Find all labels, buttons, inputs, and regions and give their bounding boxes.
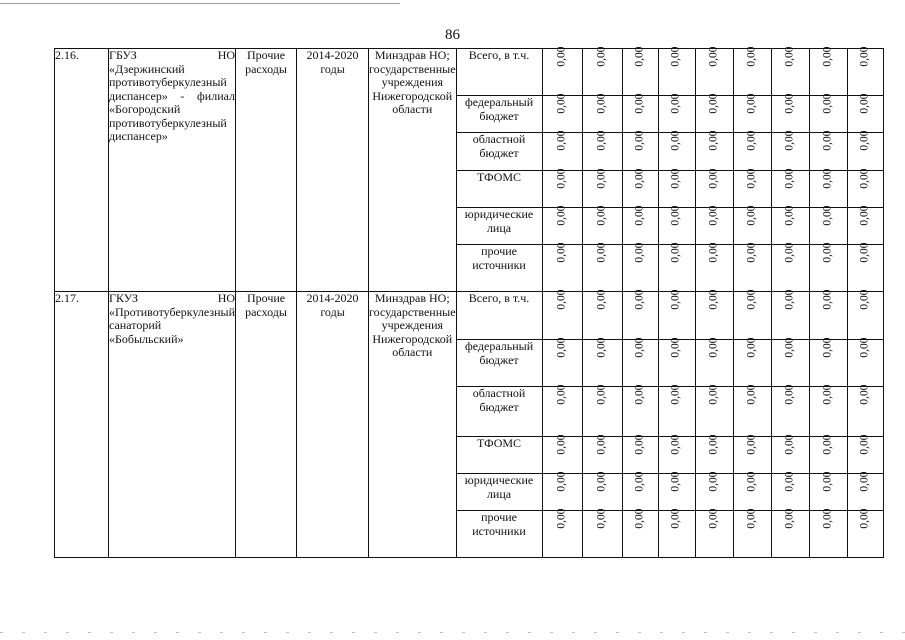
amount-cell [847, 168, 883, 208]
funding-source-label: областной бюджет [456, 387, 542, 437]
amount-cell [771, 508, 809, 558]
amount-cell [658, 205, 695, 245]
amount-value: 0,00 [595, 471, 608, 492]
amount-value: 0,00 [745, 384, 758, 405]
amount-cell [809, 130, 847, 171]
amount-cell [771, 242, 809, 292]
amount-value: 0,00 [783, 130, 796, 151]
funding-source-label: областной бюджет [456, 133, 542, 171]
amount-cell [542, 384, 582, 437]
amount-cell [542, 471, 582, 511]
amount-value: 0,00 [858, 434, 871, 455]
amount-value: 0,00 [858, 471, 871, 492]
amount-value: 0,00 [670, 434, 683, 455]
amount-cell [582, 384, 622, 437]
expense-type [236, 49, 297, 292]
amount-value: 0,00 [821, 337, 834, 358]
amount-value: 0,00 [595, 242, 608, 263]
amount-cell [771, 168, 809, 208]
amount-cell [622, 434, 658, 474]
amount-cell [582, 46, 622, 96]
amount-value: 0,00 [633, 242, 646, 263]
amount-value: 0,00 [821, 130, 834, 151]
amount-value: 0,00 [670, 337, 683, 358]
amount-value: 0,00 [858, 289, 871, 310]
years-period-text: 2014-2020 годы [306, 291, 359, 319]
amount-cell [658, 384, 695, 437]
amount-value: 0,00 [707, 384, 720, 405]
amount-value: 0,00 [858, 168, 871, 189]
amount-cell [622, 93, 658, 133]
amount-value: 0,00 [821, 434, 834, 455]
amount-value: 0,00 [707, 168, 720, 189]
amount-cell [695, 242, 733, 292]
amount-cell [582, 242, 622, 292]
amount-cell [658, 289, 695, 340]
funding-source-label: ТФОМС [456, 171, 542, 208]
expense-type-text: Прочие расходы [245, 48, 287, 76]
amount-value: 0,00 [783, 46, 796, 67]
amount-value: 0,00 [633, 168, 646, 189]
amount-value: 0,00 [633, 130, 646, 151]
amount-value: 0,00 [745, 289, 758, 310]
amount-cell [658, 337, 695, 387]
amount-cell [771, 289, 809, 340]
funding-source-label: Всего, в т.ч. [456, 292, 542, 340]
amount-value: 0,00 [595, 337, 608, 358]
amount-cell [771, 471, 809, 511]
amount-value: 0,00 [745, 508, 758, 529]
amount-value: 0,00 [707, 205, 720, 226]
amount-cell [695, 168, 733, 208]
amount-value: 0,00 [670, 168, 683, 189]
amount-cell [809, 508, 847, 558]
amount-value: 0,00 [783, 93, 796, 114]
amount-cell [622, 130, 658, 171]
amount-value: 0,00 [821, 93, 834, 114]
amount-value: 0,00 [821, 289, 834, 310]
funding-source-label: Всего, в т.ч. [456, 49, 542, 96]
amount-cell [695, 130, 733, 171]
amount-cell [658, 168, 695, 208]
amount-value: 0,00 [595, 46, 608, 67]
amount-cell [658, 130, 695, 171]
amount-cell [733, 205, 771, 245]
amount-cell [622, 242, 658, 292]
amount-value: 0,00 [595, 508, 608, 529]
amount-value: 0,00 [821, 242, 834, 263]
amount-cell [542, 434, 582, 474]
amount-cell [542, 168, 582, 208]
amount-cell [582, 289, 622, 340]
amount-value: 0,00 [633, 93, 646, 114]
amount-cell [847, 471, 883, 511]
amount-cell [847, 289, 883, 340]
scan-artifact-dots [0, 632, 905, 633]
amount-value: 0,00 [783, 205, 796, 226]
amount-cell [695, 384, 733, 437]
amount-cell [733, 168, 771, 208]
institution-name [109, 49, 236, 292]
amount-cell [809, 434, 847, 474]
amount-value: 0,00 [633, 46, 646, 67]
amount-cell [658, 46, 695, 96]
amount-value: 0,00 [821, 384, 834, 405]
amount-cell [582, 93, 622, 133]
amount-cell [582, 130, 622, 171]
amount-cell [622, 205, 658, 245]
amount-value: 0,00 [595, 205, 608, 226]
amount-cell [622, 384, 658, 437]
amount-cell [658, 471, 695, 511]
amount-value: 0,00 [745, 434, 758, 455]
amount-cell [582, 205, 622, 245]
amount-value: 0,00 [783, 289, 796, 310]
amount-value: 0,00 [633, 289, 646, 310]
amount-value: 0,00 [670, 508, 683, 529]
funding-source-label: федеральный бюджет [456, 96, 542, 133]
amount-cell [582, 471, 622, 511]
amount-cell [695, 93, 733, 133]
amount-value: 0,00 [783, 471, 796, 492]
amount-value: 0,00 [858, 46, 871, 67]
amount-value: 0,00 [670, 205, 683, 226]
amount-value: 0,00 [745, 471, 758, 492]
amount-value: 0,00 [670, 93, 683, 114]
amount-cell [809, 471, 847, 511]
amount-value: 0,00 [555, 289, 568, 310]
amount-value: 0,00 [633, 205, 646, 226]
row-number [55, 49, 109, 292]
amount-value: 0,00 [670, 46, 683, 67]
amount-cell [542, 46, 582, 96]
amount-value: 0,00 [858, 384, 871, 405]
amount-value: 0,00 [707, 93, 720, 114]
amount-value: 0,00 [858, 242, 871, 263]
amount-value: 0,00 [633, 384, 646, 405]
amount-cell [771, 130, 809, 171]
institution-name [109, 292, 236, 558]
amount-cell [582, 337, 622, 387]
amount-cell [847, 242, 883, 292]
amount-value: 0,00 [595, 130, 608, 151]
amount-cell [733, 434, 771, 474]
amount-cell [733, 337, 771, 387]
amount-value: 0,00 [633, 434, 646, 455]
amount-value: 0,00 [595, 93, 608, 114]
amount-value: 0,00 [555, 471, 568, 492]
amount-cell [542, 242, 582, 292]
amount-value: 0,00 [707, 434, 720, 455]
amount-value: 0,00 [821, 168, 834, 189]
table-row [55, 292, 884, 340]
amount-value: 0,00 [745, 130, 758, 151]
amount-cell [622, 289, 658, 340]
amount-value: 0,00 [858, 205, 871, 226]
amount-cell [733, 93, 771, 133]
amount-cell [847, 46, 883, 96]
amount-value: 0,00 [783, 434, 796, 455]
amount-value: 0,00 [783, 242, 796, 263]
amount-value: 0,00 [633, 337, 646, 358]
amount-cell [809, 168, 847, 208]
executor-text: Минздрав НО; государственные учреждения Нижегородской области [369, 291, 456, 359]
amount-cell [542, 205, 582, 245]
amount-value: 0,00 [745, 242, 758, 263]
amount-value: 0,00 [670, 384, 683, 405]
amount-value: 0,00 [821, 46, 834, 67]
funding-source-label: прочие источники [456, 245, 542, 292]
amount-value: 0,00 [555, 46, 568, 67]
executor [369, 292, 456, 558]
amount-cell [733, 289, 771, 340]
years-period-text: 2014-2020 годы [306, 48, 359, 76]
amount-cell [733, 242, 771, 292]
amount-cell [622, 508, 658, 558]
amount-value: 0,00 [745, 168, 758, 189]
amount-cell [622, 337, 658, 387]
amount-cell [847, 384, 883, 437]
amount-cell [733, 130, 771, 171]
table-row [55, 49, 884, 96]
amount-value: 0,00 [783, 168, 796, 189]
amount-cell [809, 384, 847, 437]
amount-value: 0,00 [745, 46, 758, 67]
amount-value: 0,00 [555, 384, 568, 405]
amount-cell [542, 508, 582, 558]
amount-value: 0,00 [707, 46, 720, 67]
amount-cell [695, 205, 733, 245]
amount-value: 0,00 [595, 289, 608, 310]
years-period [297, 292, 369, 558]
amount-cell [695, 471, 733, 511]
row-number [55, 292, 109, 558]
amount-cell [658, 434, 695, 474]
funding-source-label: прочие источники [456, 511, 542, 558]
amount-value: 0,00 [633, 508, 646, 529]
funding-source-label: ТФОМС [456, 437, 542, 474]
amount-cell [847, 434, 883, 474]
amount-value: 0,00 [555, 242, 568, 263]
amount-value: 0,00 [555, 337, 568, 358]
amount-cell [809, 337, 847, 387]
amount-value: 0,00 [595, 168, 608, 189]
amount-value: 0,00 [670, 289, 683, 310]
amount-value: 0,00 [858, 93, 871, 114]
amount-cell [658, 508, 695, 558]
amount-cell [847, 130, 883, 171]
amount-value: 0,00 [555, 434, 568, 455]
expense-type-text: Прочие расходы [245, 291, 287, 319]
funding-source-label: юридические лица [456, 208, 542, 245]
executor-text: Минздрав НО; государственные учреждения Нижегородской области [369, 48, 456, 116]
amount-value: 0,00 [707, 130, 720, 151]
amount-cell [809, 205, 847, 245]
amount-cell [542, 337, 582, 387]
amount-cell [809, 242, 847, 292]
amount-cell [658, 242, 695, 292]
amount-value: 0,00 [555, 508, 568, 529]
amount-value: 0,00 [821, 205, 834, 226]
amount-value: 0,00 [707, 508, 720, 529]
amount-cell [695, 289, 733, 340]
amount-cell [695, 46, 733, 96]
years-period [297, 49, 369, 292]
amount-cell [847, 205, 883, 245]
amount-cell [771, 46, 809, 96]
amount-value: 0,00 [821, 471, 834, 492]
amount-cell [733, 46, 771, 96]
amount-cell [771, 93, 809, 133]
amount-cell [695, 508, 733, 558]
amount-cell [809, 46, 847, 96]
amount-value: 0,00 [783, 508, 796, 529]
amount-cell [771, 384, 809, 437]
amount-cell [542, 289, 582, 340]
row-number-text: 2.16. [55, 48, 79, 62]
amount-cell [733, 508, 771, 558]
amount-cell [847, 337, 883, 387]
page-number: 86 [445, 27, 460, 43]
amount-cell [847, 93, 883, 133]
amount-cell [658, 93, 695, 133]
amount-cell [582, 434, 622, 474]
budget-table [54, 48, 884, 558]
amount-value: 0,00 [595, 434, 608, 455]
amount-value: 0,00 [745, 205, 758, 226]
amount-value: 0,00 [707, 337, 720, 358]
amount-value: 0,00 [783, 384, 796, 405]
amount-value: 0,00 [670, 242, 683, 263]
amount-value: 0,00 [821, 508, 834, 529]
amount-value: 0,00 [783, 337, 796, 358]
amount-cell [695, 337, 733, 387]
amount-cell [582, 508, 622, 558]
amount-cell [733, 384, 771, 437]
row-number-text: 2.17. [55, 291, 79, 305]
amount-value: 0,00 [670, 130, 683, 151]
amount-value: 0,00 [670, 471, 683, 492]
amount-value: 0,00 [555, 93, 568, 114]
amount-cell [771, 205, 809, 245]
amount-value: 0,00 [595, 384, 608, 405]
institution-name-text: ГКУЗ НО «Противотуберкулезный санаторий «Бобыльский» [109, 291, 236, 346]
funding-source-label: федеральный бюджет [456, 340, 542, 387]
amount-cell [733, 471, 771, 511]
amount-cell [542, 130, 582, 171]
funding-source-label: юридические лица [456, 474, 542, 511]
amount-value: 0,00 [858, 337, 871, 358]
amount-value: 0,00 [707, 242, 720, 263]
amount-value: 0,00 [745, 93, 758, 114]
amount-cell [622, 46, 658, 96]
expense-type [236, 292, 297, 558]
amount-cell [542, 93, 582, 133]
amount-cell [771, 434, 809, 474]
amount-cell [695, 434, 733, 474]
amount-cell [809, 93, 847, 133]
amount-value: 0,00 [707, 289, 720, 310]
institution-name-text: ГБУЗ НО «Дзержинский противотуберкулезный диспансер» - филиал «Богородский противотуберкулезный диспансер» [109, 48, 236, 143]
amount-value: 0,00 [858, 130, 871, 151]
amount-cell [622, 471, 658, 511]
executor [369, 49, 456, 292]
amount-value: 0,00 [858, 508, 871, 529]
amount-value: 0,00 [633, 471, 646, 492]
amount-value: 0,00 [555, 168, 568, 189]
amount-value: 0,00 [555, 205, 568, 226]
scan-artifact-line [0, 3, 400, 4]
amount-cell [771, 337, 809, 387]
amount-cell [622, 168, 658, 208]
amount-value: 0,00 [745, 337, 758, 358]
amount-cell [582, 168, 622, 208]
amount-value: 0,00 [555, 130, 568, 151]
amount-value: 0,00 [707, 471, 720, 492]
amount-cell [847, 508, 883, 558]
amount-cell [809, 289, 847, 340]
